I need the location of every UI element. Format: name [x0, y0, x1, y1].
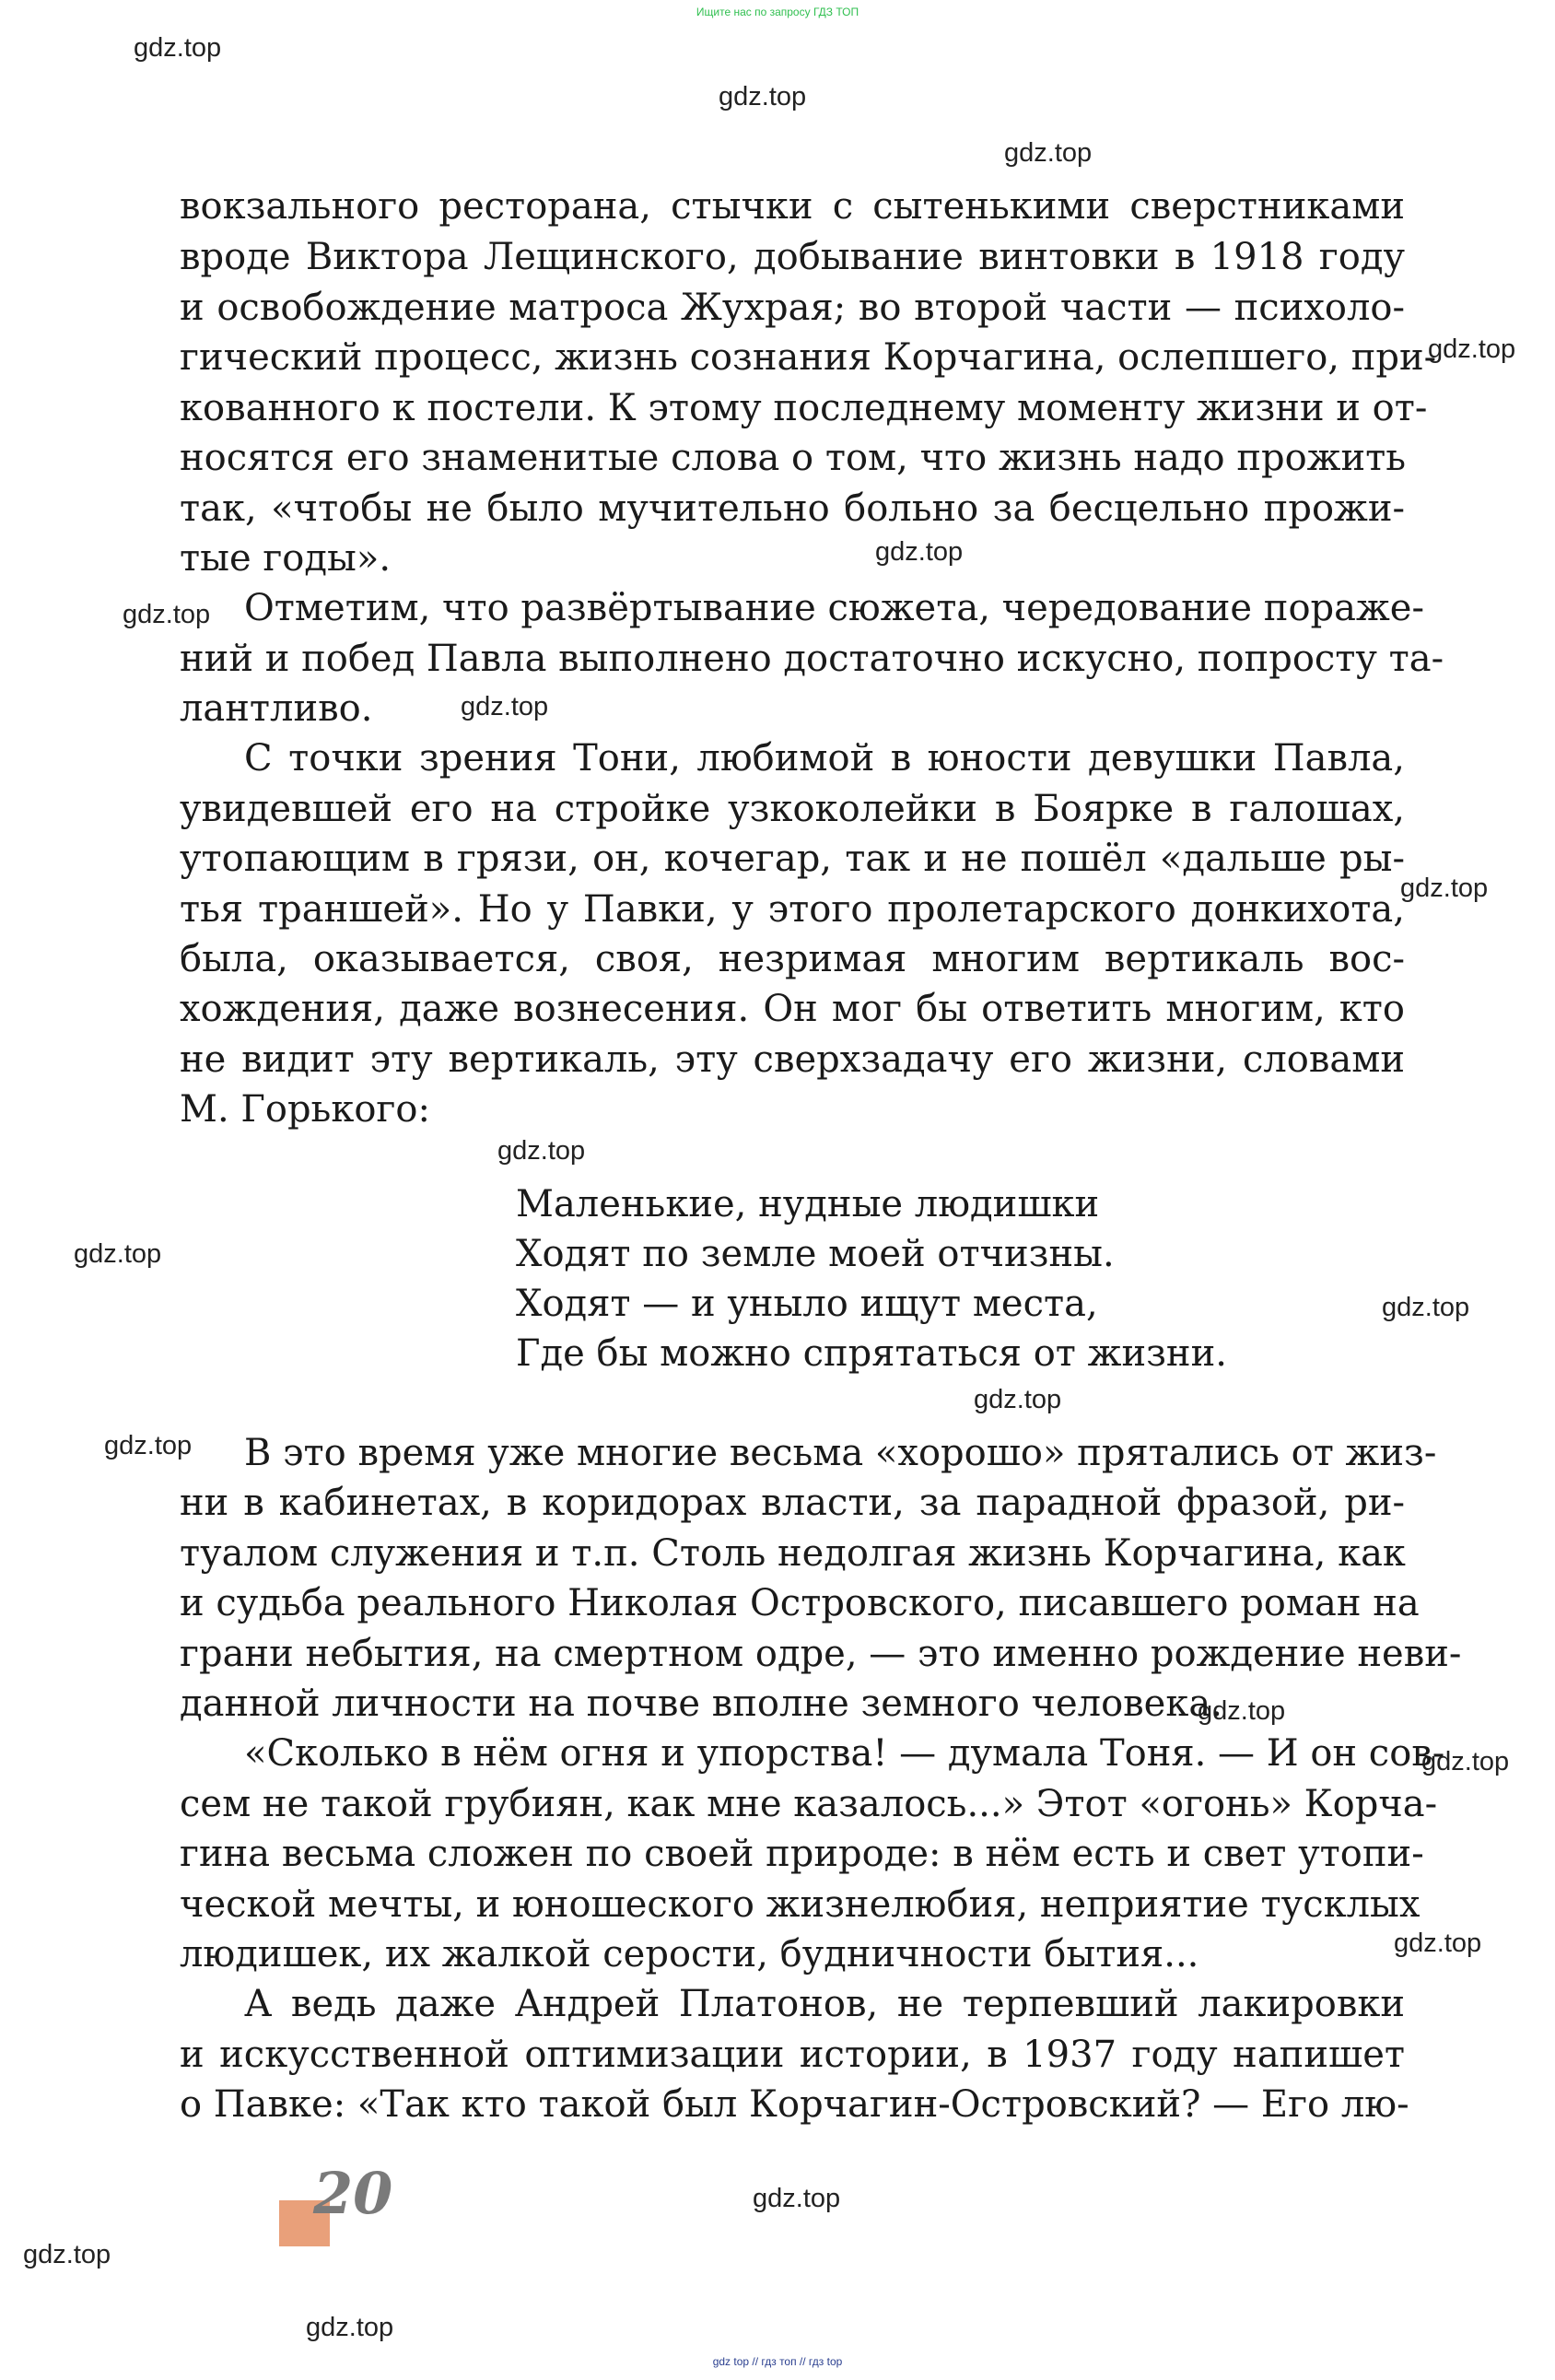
watermark: gdz.top — [123, 600, 211, 629]
text-line: ни в кабинетах, в коридорах власти, за парадной фразой, ри- — [180, 1482, 1405, 1524]
text-line: о Павке: «Так кто такой был Корчагин-Островский? — Его лю- — [180, 2083, 1409, 2126]
watermark: gdz.top — [1428, 334, 1516, 364]
text-line: данной личности на почве вполне земного человека. — [180, 1682, 1222, 1725]
text-line: М. Горького: — [180, 1088, 430, 1131]
watermark: gdz.top — [134, 33, 222, 63]
text-line: тые годы». — [180, 537, 392, 580]
poem-line: Ходят по земле моей отчизны. — [516, 1233, 1115, 1275]
text-line: людишек, их жалкой серости, будничности бытия... — [180, 1933, 1199, 1976]
text-line: грани небытия, на смертном одре, — это именно рождение неви- — [180, 1633, 1462, 1675]
text-line: была, оказывается, своя, незримая многим вертикаль вос- — [180, 938, 1405, 980]
watermark: gdz.top — [1394, 1929, 1482, 1958]
watermark: gdz.top — [1400, 873, 1489, 903]
poem-line: Маленькие, нудные людишки — [516, 1183, 1100, 1225]
footer-note: gdz top // гдз топ // гдз top — [712, 2355, 843, 2368]
watermark: gdz.top — [23, 2240, 111, 2269]
watermark: gdz.top — [104, 1431, 193, 1460]
watermark: gdz.top — [461, 692, 549, 721]
top-note: Ищите нас по запросу ГДЗ ТОП — [696, 6, 859, 18]
text-line: не видит эту вертикаль, эту сверхзадачу его жизни, словами — [180, 1038, 1405, 1081]
paragraph-start: «Сколько в нём огня и упорства! — думала Тоня. — И он сов- — [244, 1732, 1445, 1775]
text-line: утопающим в грязи, он, кочегар, так и не пошёл «дальше ры- — [180, 838, 1405, 880]
text-line: вокзального ресторана, стычки с сытенькими сверстниками — [180, 185, 1405, 228]
text-line: хождения, даже вознесения. Он мог бы ответить многим, кто — [180, 988, 1405, 1030]
watermark: gdz.top — [1004, 138, 1093, 168]
paragraph-start: Отметим, что развёртывание сюжета, чередование пораже- — [244, 587, 1424, 629]
poem-line: Где бы можно спрятаться от жизни. — [516, 1332, 1227, 1375]
watermark: gdz.top — [497, 1136, 586, 1166]
text-line: кованного к постели. К этому последнему моменту жизни и от- — [180, 387, 1428, 429]
text-line: носятся его знаменитые слова о том, что жизнь надо прожить — [180, 437, 1407, 479]
paragraph-start: А ведь даже Андрей Платонов, не терпевший лакировки — [244, 1983, 1405, 2025]
text-line: сем не такой грубиян, как мне казалось...» Этот «огонь» Корча- — [180, 1783, 1438, 1825]
text-line: и судьба реального Николая Островского, писавшего роман на — [180, 1582, 1420, 1624]
watermark: gdz.top — [719, 82, 807, 111]
text-line: и искусственной оптимизации истории, в 1937 году напишет — [180, 2034, 1405, 2076]
watermark: gdz.top — [1421, 1747, 1510, 1776]
watermark: gdz.top — [1382, 1293, 1470, 1322]
text-line: так, «чтобы не было мучительно больно за бесцельно прожи- — [180, 487, 1405, 530]
text-line: увидевшей его на стройке узкоколейки в Боярке в галошах, — [180, 788, 1405, 830]
text-line: тья траншей». Но у Павки, у этого пролетарского донкихота, — [180, 888, 1405, 931]
text-line: ческой мечты, и юношеского жизнелюбия, неприятие тусклых — [180, 1883, 1421, 1926]
page-number: 20 — [313, 2160, 393, 2227]
text-line: лантливо. — [180, 687, 373, 730]
watermark: gdz.top — [875, 537, 964, 567]
text-line: гический процесс, жизнь сознания Корчагина, ослепшего, при- — [180, 336, 1437, 379]
watermark: gdz.top — [74, 1239, 162, 1269]
watermark: gdz.top — [974, 1385, 1062, 1414]
watermark: gdz.top — [753, 2184, 841, 2213]
text-line: туалом служения и т.п. Столь недолгая жизнь Корчагина, как — [180, 1532, 1406, 1575]
text-line: и освобождение матроса Жухрая; во второй части — психоло- — [180, 287, 1405, 329]
text-line: ний и побед Павла выполнено достаточно искусно, попросту та- — [180, 638, 1444, 680]
text-line: вроде Виктора Лещинского, добывание винтовки в 1918 году — [180, 236, 1405, 278]
text-line: гина весьма сложен по своей природе: в нём есть и свет утопи- — [180, 1833, 1424, 1875]
paragraph-start: С точки зрения Тони, любимой в юности девушки Павла, — [244, 737, 1405, 780]
watermark: gdz.top — [1198, 1696, 1286, 1726]
watermark: gdz.top — [306, 2313, 394, 2342]
paragraph-start: В это время уже многие весьма «хорошо» прятались от жиз- — [244, 1432, 1437, 1474]
poem-line: Ходят — и уныло ищут места, — [516, 1283, 1098, 1325]
